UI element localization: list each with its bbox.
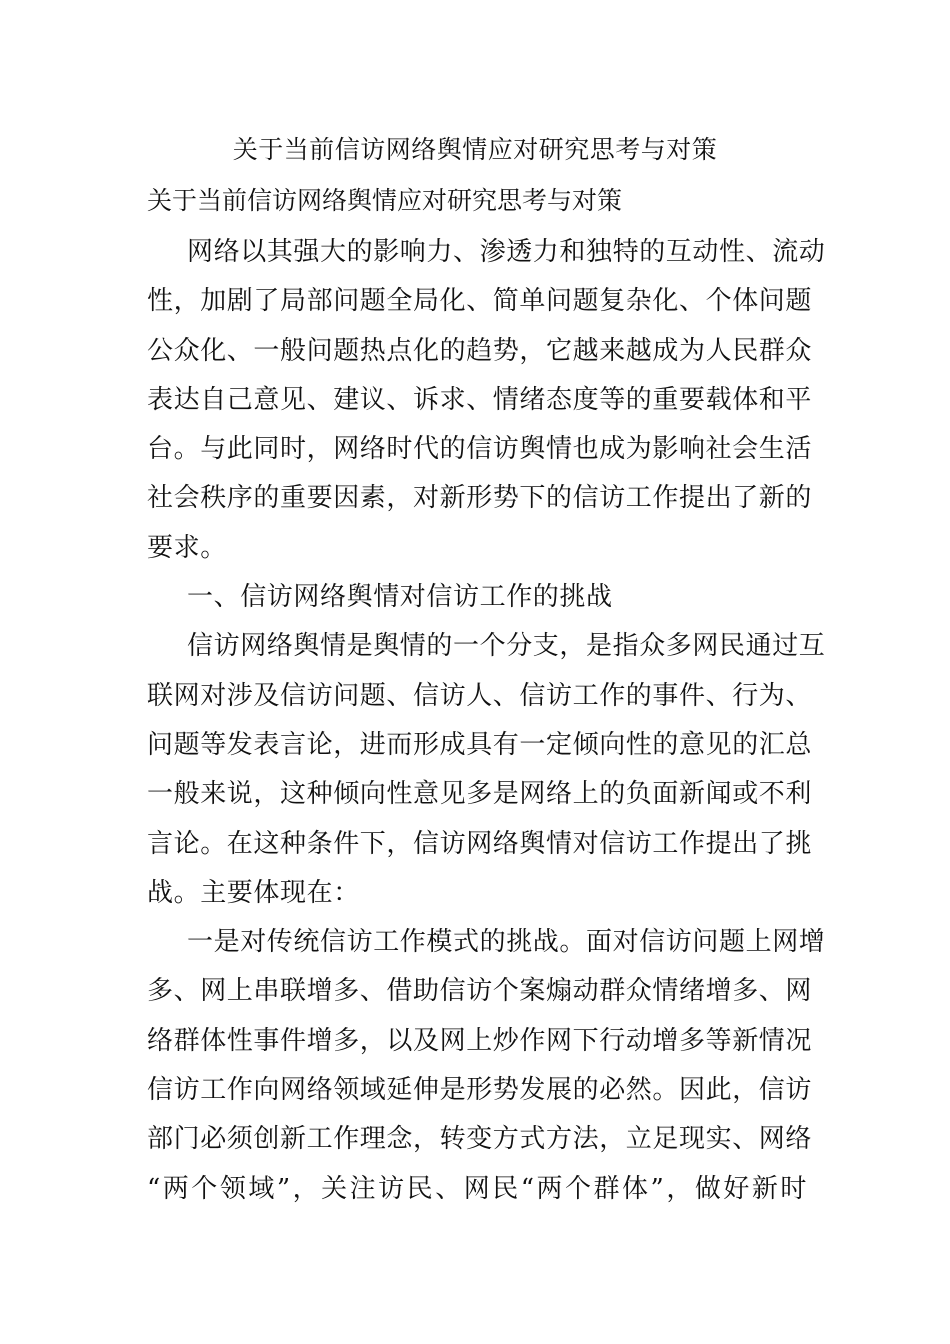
document-subtitle: 关于当前信访网络舆情应对研究思考与对策	[147, 186, 623, 215]
body-text-line: 台。与此同时，网络时代的信访舆情也成为影响社会生活	[147, 434, 813, 465]
document-body	[147, 228, 826, 1214]
body-text-line: 多、网上串联增多、借助信访个案煽动群众情绪增多、网	[147, 976, 813, 1007]
body-text-line: 公众化、一般问题热点化的趋势，它越来越成为人民群众	[147, 335, 813, 366]
body-text-line: 信访网络舆情是舆情的一个分支，是指众多网民通过互	[187, 631, 826, 662]
body-text-line: 战。主要体现在：	[147, 877, 360, 908]
body-text-line: 部门必须创新工作理念，转变方式方法，立足现实、网络	[147, 1124, 813, 1155]
body-text-line: 表达自己意见、建议、诉求、情绪态度等的重要载体和平	[147, 384, 813, 415]
body-text-line: 性，加剧了局部问题全局化、简单问题复杂化、个体问题	[147, 286, 813, 317]
body-text-line: 问题等发表言论，进而形成具有一定倾向性的意见的汇总	[147, 729, 813, 760]
body-text-line: 网络以其强大的影响力、渗透力和独特的互动性、流动	[187, 237, 826, 267]
body-text-line: “两个领域”，关注访民、网民“两个群体”，做好新时	[147, 1173, 807, 1204]
body-text-line: 联网对涉及信访问题、信访人、信访工作的事件、行为、	[147, 680, 813, 711]
body-text-line: 一般来说，这种倾向性意见多是网络上的负面新闻或不利	[147, 779, 813, 810]
body-text-line: 言论。在这种条件下，信访网络舆情对信访工作提出了挑	[147, 828, 813, 859]
body-text-line: 络群体性事件增多，以及网上炒作网下行动增多等新情况	[147, 1025, 813, 1056]
document-title: 关于当前信访网络舆情应对研究思考与对策	[232, 135, 718, 164]
body-text-line: 信访工作向网络领域延伸是形势发展的必然。因此，信访	[147, 1075, 813, 1106]
body-text-line: 一是对传统信访工作模式的挑战。面对信访问题上网增	[187, 927, 826, 958]
body-text-line: 要求。	[147, 532, 227, 563]
body-text-line: 一、信访网络舆情对信访工作的挑战	[187, 582, 613, 613]
body-text-line: 社会秩序的重要因素，对新形势下的信访工作提出了新的	[147, 483, 813, 514]
